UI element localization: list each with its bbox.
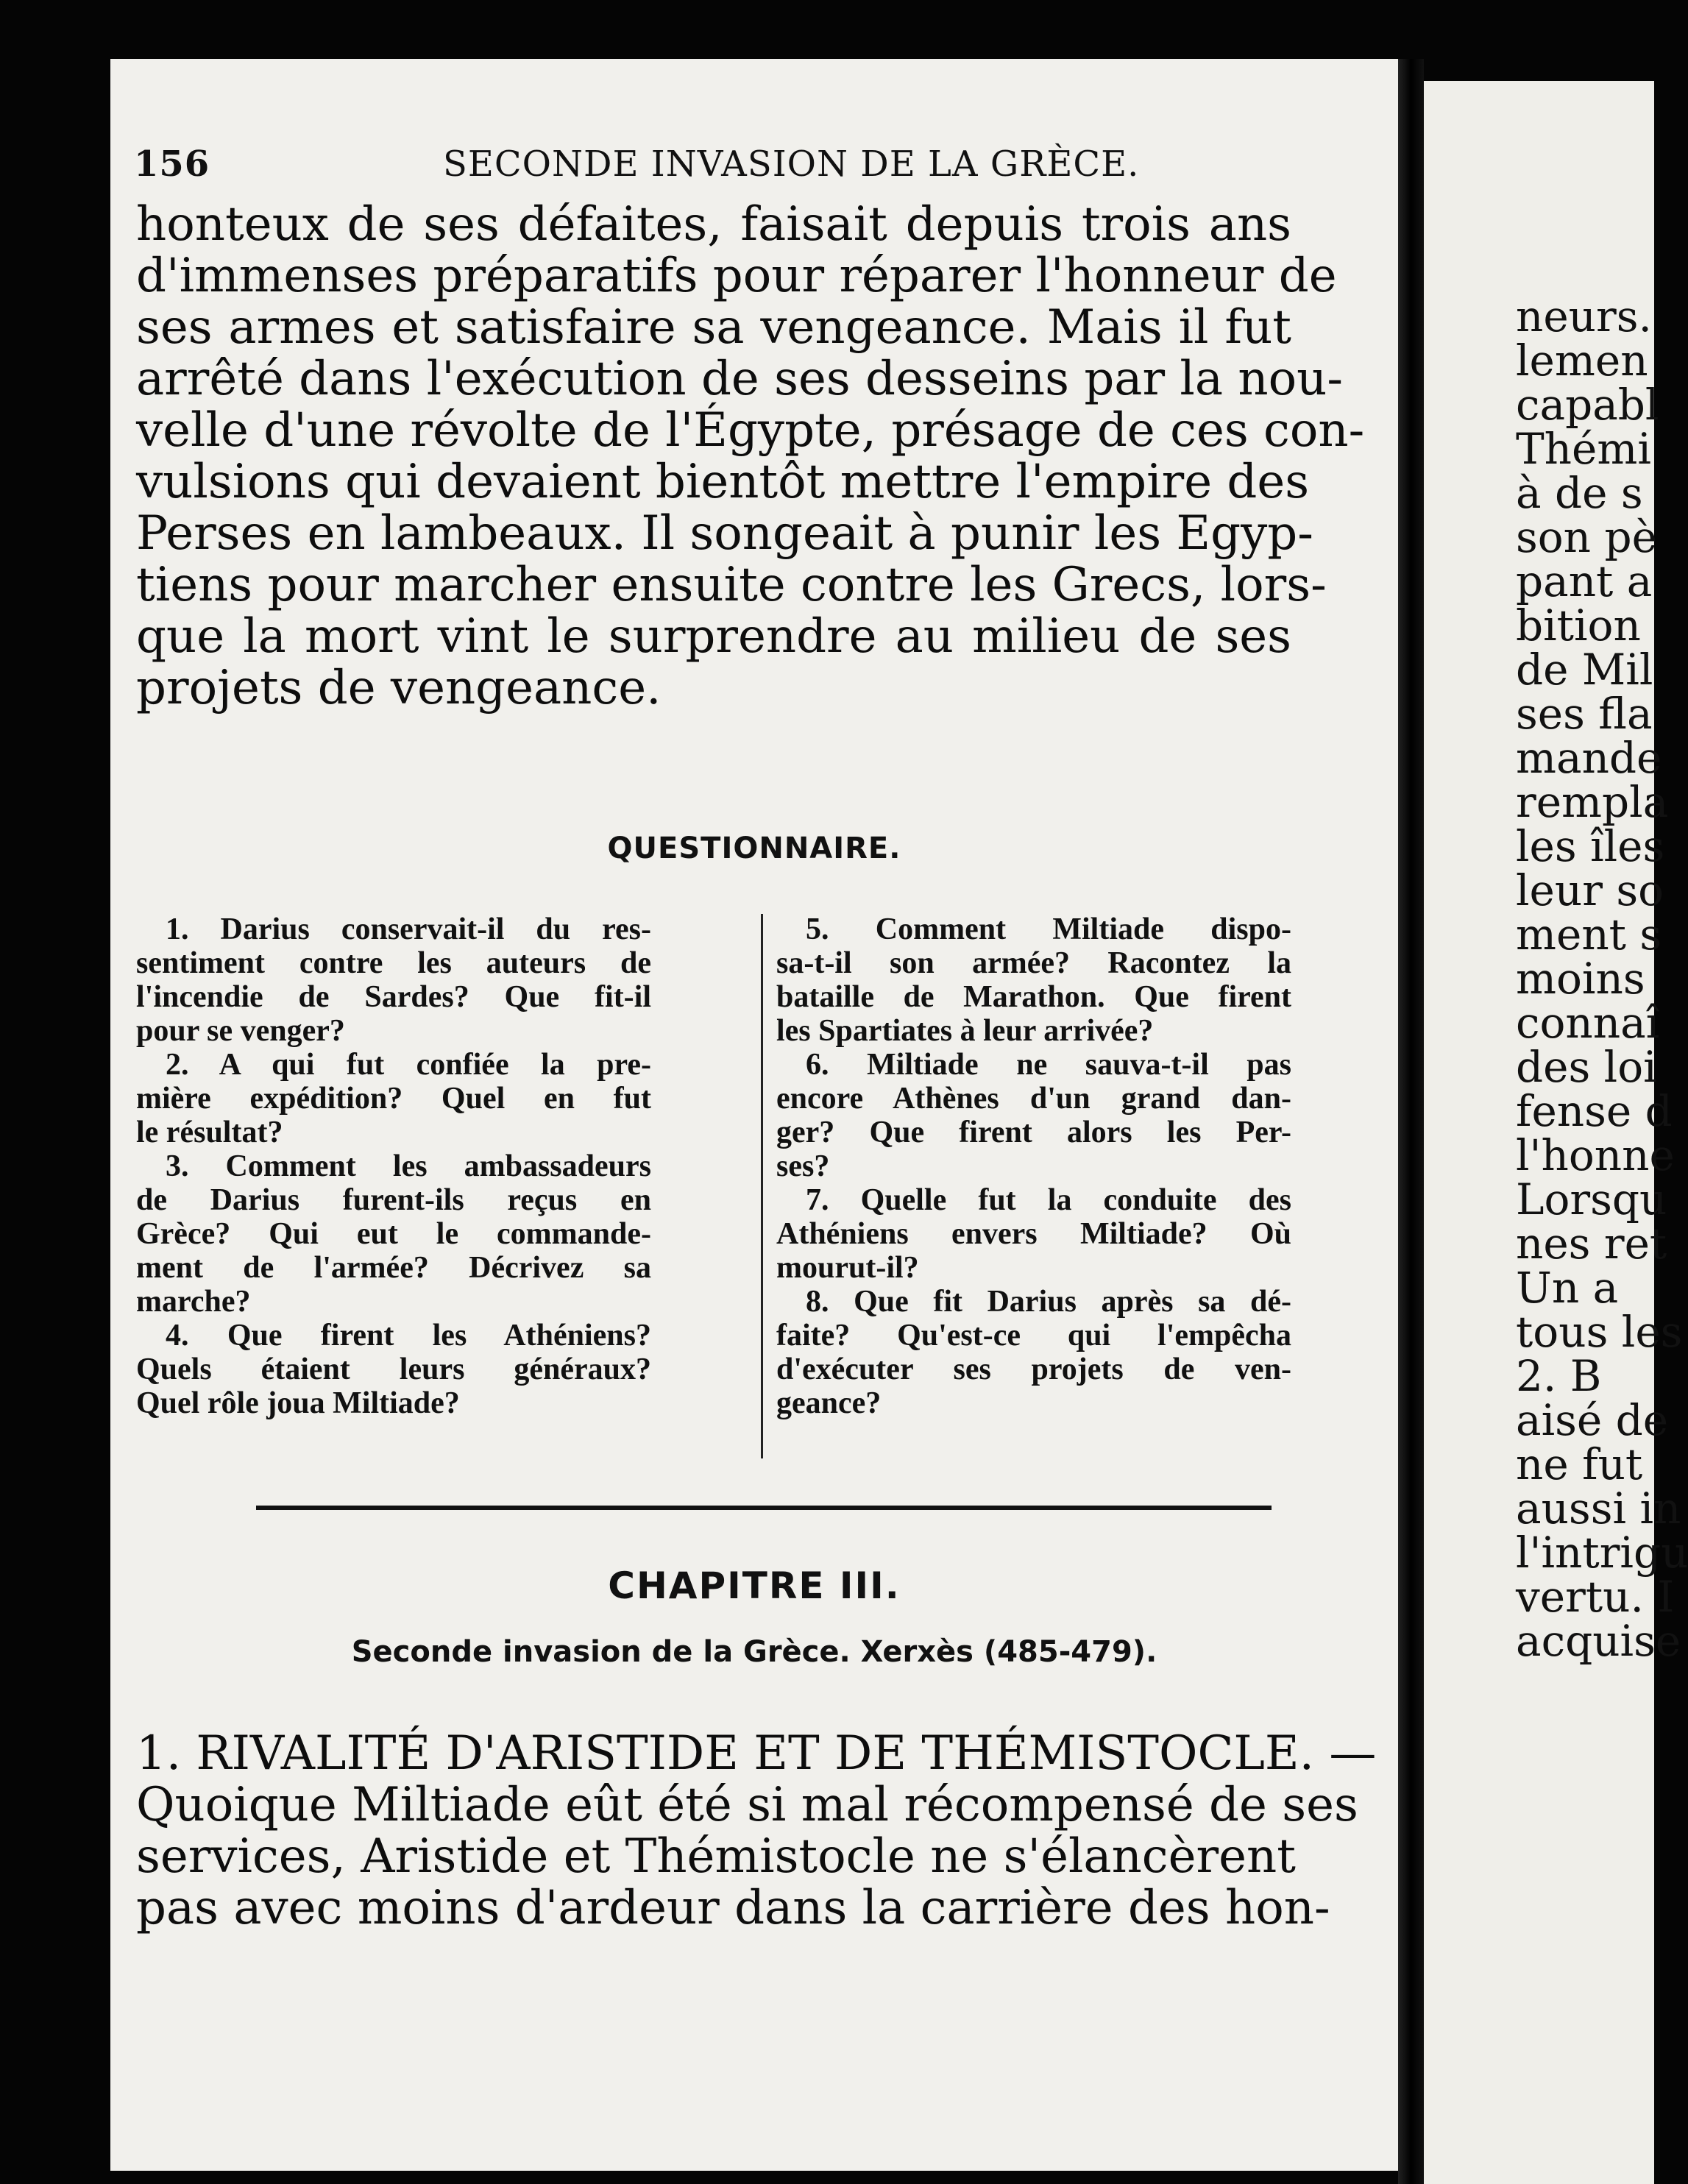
question-line: pour se venger? [136,1014,345,1048]
fragment-line: moins [1516,954,1645,1004]
question-line: bataille de Marathon. Que firent [776,980,1291,1014]
question-line: Athéniens envers Miltiade? Où [776,1217,1291,1251]
text-line: ses armes et satisfaire sa vengeance. Mais il fut [136,300,1291,355]
chapter-title: CHAPITRE III. [608,1564,901,1607]
fragment-line: pant a [1516,556,1653,606]
text-line: Quoique Miltiade eût été si mal récompensé de ses [136,1778,1358,1832]
text-line: 1. RIVALITÉ D'ARISTIDE ET DE THÉMISTOCLE. — [136,1726,1377,1781]
horizontal-rule [256,1506,1272,1510]
text-line: tiens pour marcher ensuite contre les Grecs, lors- [136,558,1327,612]
fragment-line: capabl [1516,380,1659,430]
fragment-line: l'honne [1516,1130,1675,1180]
fragment-line: aisé de [1516,1395,1669,1445]
question-line: de Darius furent-ils reçus en [136,1183,651,1217]
text-line: arrêté dans l'exécution de ses desseins par la nou- [136,352,1343,406]
page-number: 156 [134,143,210,185]
fragment-line: Un a [1516,1263,1619,1313]
book-gutter [1398,59,1424,2184]
section-paragraph [136,1726,1377,1935]
fragment-line: nes ret [1516,1219,1667,1269]
fragment-line: connaî [1516,998,1660,1048]
right-page-text [1516,291,1688,1666]
fragment-line: tous les [1516,1307,1683,1357]
fragment-line: 2. B [1516,1351,1602,1401]
question-line: sentiment contre les auteurs de [136,946,651,980]
question-line: sa-t-il son armée? Racontez la [776,946,1291,980]
question-line: mourut-il? [776,1251,919,1285]
question-line: d'exécuter ses projets de ven- [776,1352,1291,1386]
fragment-line: des loi [1516,1042,1657,1092]
question-line: 7. Quelle fut la conduite des [806,1183,1291,1217]
question-line: 8. Que fit Darius après sa dé- [806,1285,1291,1319]
fragment-line: neurs. [1516,291,1652,341]
fragment-line: de Mil [1516,645,1653,695]
fragment-line: ment s [1516,910,1662,960]
question-line: geance? [776,1386,882,1420]
question-line: Quel rôle joua Miltiade? [136,1386,460,1420]
question-line: l'incendie de Sardes? Que fit-il [136,980,651,1014]
text-line: Perses en lambeaux. Il songeait à punir les Egyp- [136,506,1313,561]
question-line: ses? [776,1149,830,1183]
question-line: ment de l'armée? Décrivez sa [136,1251,651,1285]
fragment-line: Thémi [1516,424,1651,474]
question-line: 5. Comment Miltiade dispo- [806,912,1291,946]
question-line: faite? Qu'est-ce qui l'empêcha [776,1319,1291,1352]
text-line: services, Aristide et Thémistocle ne s'élancèrent [136,1829,1296,1884]
question-line: ger? Que firent alors les Per- [776,1116,1291,1149]
text-line: pas avec moins d'ardeur dans la carrière des hon- [136,1881,1330,1935]
question-line: 1. Darius conservait-il du res- [166,912,651,946]
running-title: SECONDE INVASION DE LA GRÈCE. [443,143,1140,185]
fragment-line: mande [1516,733,1662,783]
question-line: 4. Que firent les Athéniens? [166,1319,651,1352]
fragment-line: leur so [1516,865,1664,915]
question-line: 2. A qui fut confiée la pre- [166,1048,651,1082]
text-line: velle d'une révolte de l'Égypte, présage de ces con- [136,403,1365,458]
fragment-line: bition [1516,600,1641,650]
fragment-line: Lorsqu [1516,1174,1667,1224]
column-divider [761,914,763,1458]
question-line: encore Athènes d'un grand dan- [776,1082,1291,1116]
fragment-line: l'intrigu [1516,1528,1688,1578]
fragment-line: acquise [1516,1616,1681,1666]
question-line: les Spartiates à leur arrivée? [776,1014,1154,1048]
question-line: marche? [136,1285,251,1319]
fragment-line: aussi in [1516,1483,1681,1534]
question-line: mière expédition? Quel en fut [136,1082,651,1116]
question-line: le résultat? [136,1116,283,1149]
question-line: Quels étaient leurs généraux? [136,1352,651,1386]
questionnaire-left-column [136,912,651,1420]
question-line: 3. Comment les ambassadeurs [166,1149,651,1183]
fragment-line: ne fut [1516,1439,1643,1489]
fragment-line: son pè [1516,512,1657,562]
question-line: 6. Miltiade ne sauva-t-il pas [806,1048,1291,1082]
text-line: honteux de ses défaites, faisait depuis trois ans [136,197,1291,252]
fragment-line: lemen [1516,336,1648,386]
text-line: vulsions qui devaient bientôt mettre l'empire des [136,455,1310,509]
fragment-line: rempla [1516,777,1669,827]
page-header [134,143,1289,202]
text-line: d'immenses préparatifs pour réparer l'honneur de [136,249,1337,303]
questionnaire-title: QUESTIONNAIRE. [607,832,901,865]
question-line: Grèce? Qui eut le commande- [136,1217,651,1251]
questionnaire-right-column [776,912,1291,1420]
fragment-line: vertu. I [1516,1572,1675,1622]
fragment-line: à de s [1516,468,1643,518]
fragment-line: les îles [1516,821,1665,871]
text-line: que la mort vint le surprendre au milieu de ses [136,609,1291,664]
fragment-line: fense d [1516,1086,1673,1136]
body-paragraph [136,197,1365,715]
chapter-subtitle: Seconde invasion de la Grèce. Xerxès (485-479). [351,1635,1157,1669]
text-line: projets de vengeance. [136,661,662,715]
fragment-line: ses fla [1516,689,1653,739]
